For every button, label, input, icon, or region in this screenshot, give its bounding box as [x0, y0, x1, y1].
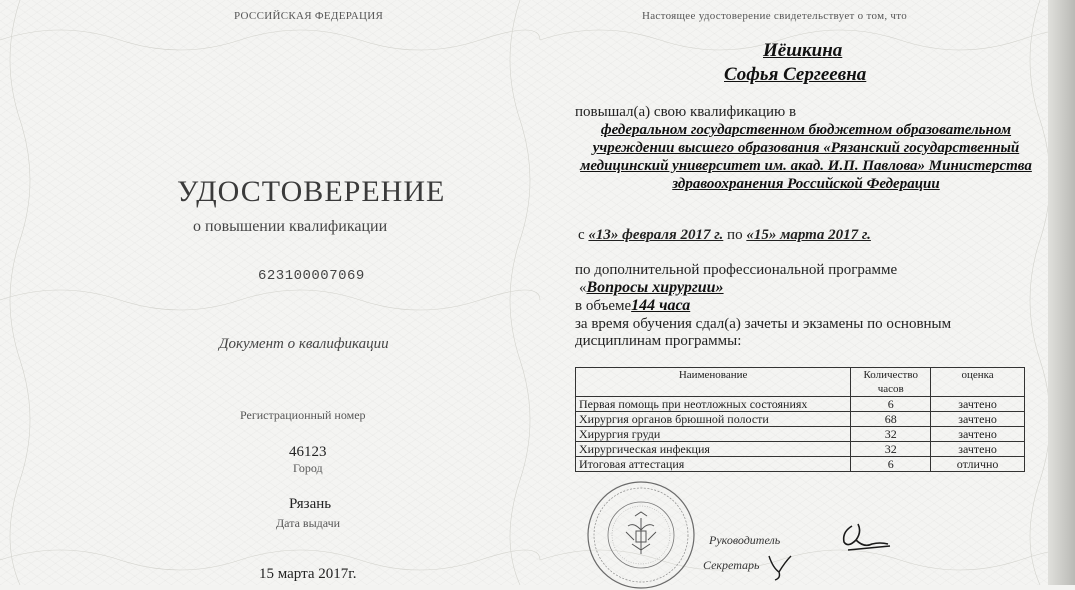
head-signature-label: Руководитель [709, 533, 781, 547]
header-discipline: Наименование [576, 368, 851, 397]
city: Рязань [289, 496, 332, 512]
country-label: РОССИЙСКАЯ ФЕДЕРАЦИЯ [234, 10, 384, 22]
discipline-cell: Хирургия груди [576, 427, 851, 442]
program-line [579, 279, 724, 297]
training-dates [578, 227, 871, 244]
issue-date-label: Дата выдачи [276, 516, 341, 530]
table-row [576, 427, 1025, 442]
certificate-statement: Настоящее удостоверение свидетельствует о том, что [642, 10, 908, 22]
disciplines-table [575, 367, 1025, 472]
table-row [576, 457, 1025, 472]
table-row [576, 412, 1025, 427]
program-intro: по дополнительной профессиональной программе [575, 262, 898, 278]
program-quote: « [579, 280, 587, 296]
volume-value: 144 часа [631, 297, 691, 314]
discipline-cell: Итоговая аттестация [576, 457, 851, 472]
reg-number: 46123 [289, 444, 327, 460]
grade-cell: зачтено [931, 412, 1025, 427]
date-from-prefix: с [578, 227, 585, 243]
document-type: Документ о квалификации [219, 336, 389, 352]
secretary-signature-label: Секретарь [703, 558, 760, 572]
issue-date: 15 марта 2017г. [259, 566, 357, 582]
date-to: «15» марта 2017 г. [746, 227, 871, 243]
table-row [576, 397, 1025, 412]
certificate-subtitle: о повышении квалификации [193, 218, 388, 235]
hours-cell: 68 [851, 412, 931, 427]
discipline-cell: Хирургическая инфекция [576, 442, 851, 457]
header-grade: оценка [931, 368, 1025, 397]
hours-cell: 32 [851, 427, 931, 442]
grade-cell: зачтено [931, 442, 1025, 457]
certificate-number: 623100007069 [258, 268, 365, 284]
handwritten-signature-icon [838, 518, 898, 554]
date-to-prefix: по [727, 227, 743, 243]
table-header-row [576, 368, 1025, 397]
exams-line-2: дисциплинам программы: [575, 333, 742, 349]
hours-cell: 6 [851, 397, 931, 412]
hours-cell: 32 [851, 442, 931, 457]
holder-surname: Иёшкина [763, 40, 843, 61]
date-from: «13» февраля 2017 г. [588, 227, 724, 243]
volume-label: в объеме [575, 298, 632, 314]
secretary-signature-icon [765, 552, 805, 582]
hours-cell: 6 [851, 457, 931, 472]
page-edge [1048, 0, 1075, 585]
grade-cell: зачтено [931, 397, 1025, 412]
exams-line-1: за время обучения сдал(а) зачеты и экзамены по основным [575, 316, 952, 332]
institution-name: федеральном государственном бюджетном образовательном учреждении высшего образования «Рязанский государственный медицинский университет им. акад. И.П. Павлова» Министерства здравоохранения Российской Федерации [580, 122, 1032, 192]
holder-name: Софья Сергеевна [724, 64, 867, 85]
volume-line [575, 297, 690, 315]
qualification-text: повышал(а) свою квалификацию в [575, 104, 797, 120]
table-row [576, 442, 1025, 457]
discipline-cell: Хирургия органов брюшной полости [576, 412, 851, 427]
header-hours: Количество часов [851, 368, 931, 397]
certificate-title: УДОСТОВЕРЕНИЕ [177, 175, 446, 208]
reg-number-label: Регистрационный номер [240, 408, 366, 422]
official-seal-stamp-icon [586, 480, 696, 590]
city-label: Город [293, 461, 323, 475]
program-name: Вопросы хирургии» [586, 279, 724, 296]
discipline-cell: Первая помощь при неотложных состояниях [576, 397, 851, 412]
grade-cell: зачтено [931, 427, 1025, 442]
grade-cell: отлично [931, 457, 1025, 472]
